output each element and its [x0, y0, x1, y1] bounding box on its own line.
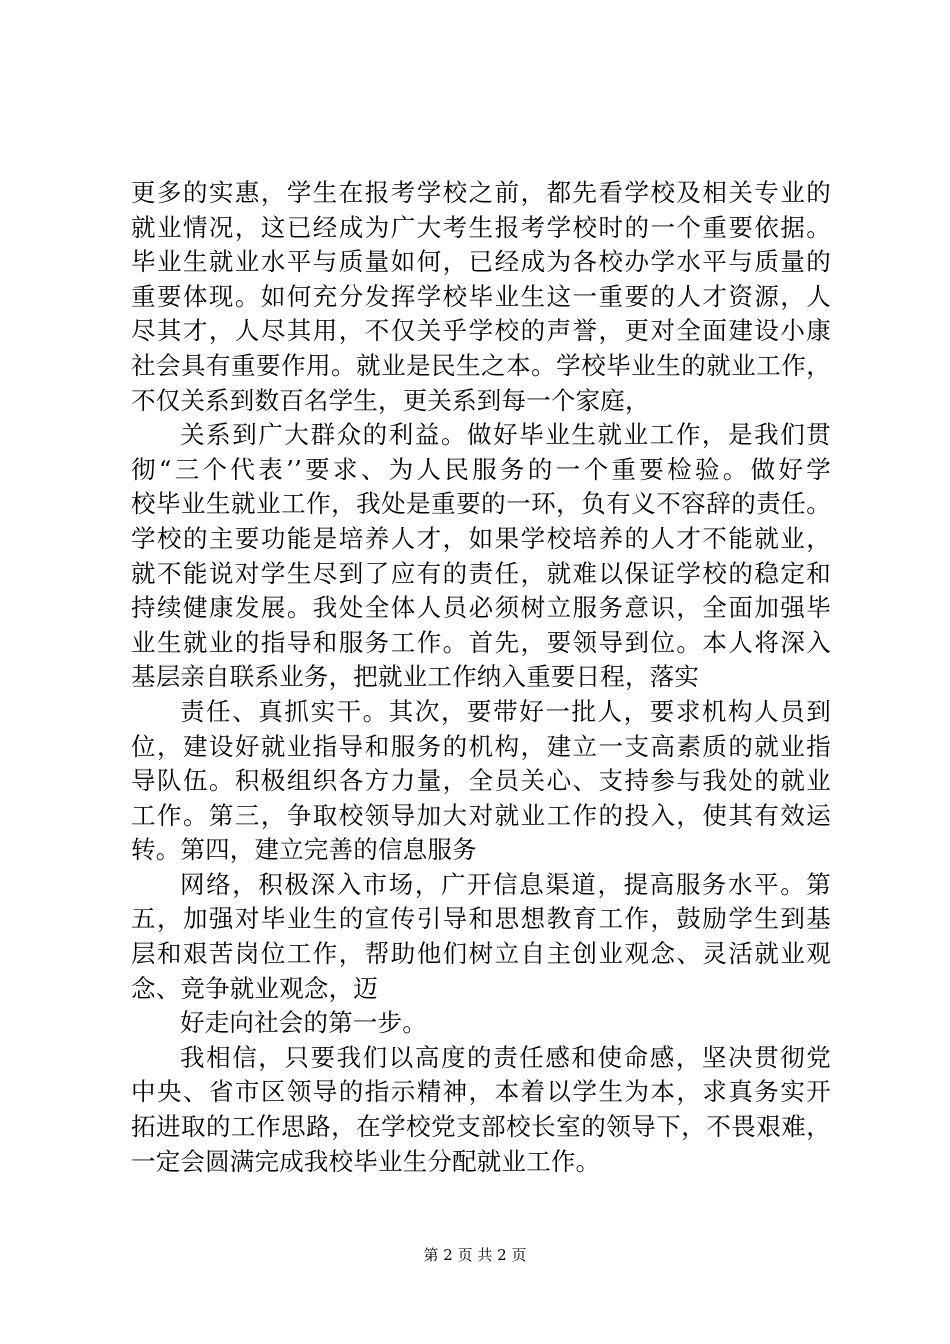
- text-line: 责任、真抓实干。其次，要带好一批人，要求机构人员到: [180, 696, 831, 726]
- text-line: 就业情况，这已经成为广大考生报考学校时的一个重要依据。: [131, 212, 831, 242]
- text-line: 中央、省市区领导的指示精神，本着以学生为本，求真务实开: [131, 1077, 831, 1107]
- text-line: 我相信，只要我们以高度的责任感和使命感，坚决贯彻党: [180, 1042, 831, 1072]
- text-line: 导队伍。积极组织各方力量，全员关心、支持参与我处的就业: [131, 766, 831, 796]
- text-line: 转。第四，建立完善的信息服务: [131, 835, 477, 865]
- text-line: 业生就业的指导和服务工作。首先，要领导到位。本人将深入: [131, 627, 831, 657]
- text-line: 不仅关系到数百名学生，更关系到每一个家庭，: [131, 385, 650, 415]
- text-line: 校毕业生就业工作，我处是重要的一环，负有义不容辞的责任。: [131, 489, 831, 519]
- text-line: 五，加强对毕业生的宣传引导和思想教育工作，鼓励学生到基: [131, 904, 831, 934]
- text-line: 重要体现。如何充分发挥学校毕业生这一重要的人才资源，人: [131, 281, 831, 311]
- text-line: 更多的实惠，学生在报考学校之前，都先看学校及相关专业的: [131, 178, 831, 207]
- text-line: 就不能说对学生尽到了应有的责任，就难以保证学校的稳定和: [131, 558, 831, 588]
- text-line: 毕业生就业水平与质量如何，已经成为各校办学水平与质量的: [131, 247, 831, 277]
- text-line: 持续健康发展。我处全体人员必须树立服务意识，全面加强毕: [131, 593, 831, 623]
- text-line: 层和艰苦岗位工作，帮助他们树立自主创业观念、灵活就业观: [131, 939, 831, 969]
- body-text: [131, 176, 831, 1179]
- text-line: 网络，积极深入市场，广开信息渠道，提高服务水平。第: [180, 869, 831, 899]
- text-line: 学校的主要功能是培养人才，如果学校培养的人才不能就业，: [131, 523, 831, 553]
- text-line: 尽其才，人尽其用，不仅关乎学校的声誉，更对全面建设小康: [131, 316, 831, 346]
- text-line: 工作。第三，争取校领导加大对就业工作的投入，使其有效运: [131, 800, 831, 830]
- text-line: 位，建设好就业指导和服务的机构，建立一支高素质的就业指: [131, 731, 831, 761]
- text-line: 基层亲自联系业务，把就业工作纳入重要日程，落实: [131, 662, 700, 692]
- text-line: 关系到广大群众的利益。做好毕业生就业工作，是我们贯: [180, 420, 831, 450]
- text-line: 彻“三个代表’’要求、为人民服务的一个重要检验。做好学: [131, 454, 831, 484]
- text-line: 好走向社会的第一步。: [180, 1008, 427, 1038]
- text-line: 一定会圆满完成我校毕业生分配就业工作。: [131, 1146, 601, 1176]
- text-line: 拓进取的工作思路，在学校党支部校长室的领导下，不畏艰难，: [131, 1112, 831, 1142]
- text-line: 念、竞争就业观念，迈: [131, 973, 378, 1003]
- text-line: 社会具有重要作用。就业是民生之本。学校毕业生的就业工作，: [131, 350, 831, 380]
- page-number-footer: 第 2 页 共 2 页: [423, 1246, 527, 1264]
